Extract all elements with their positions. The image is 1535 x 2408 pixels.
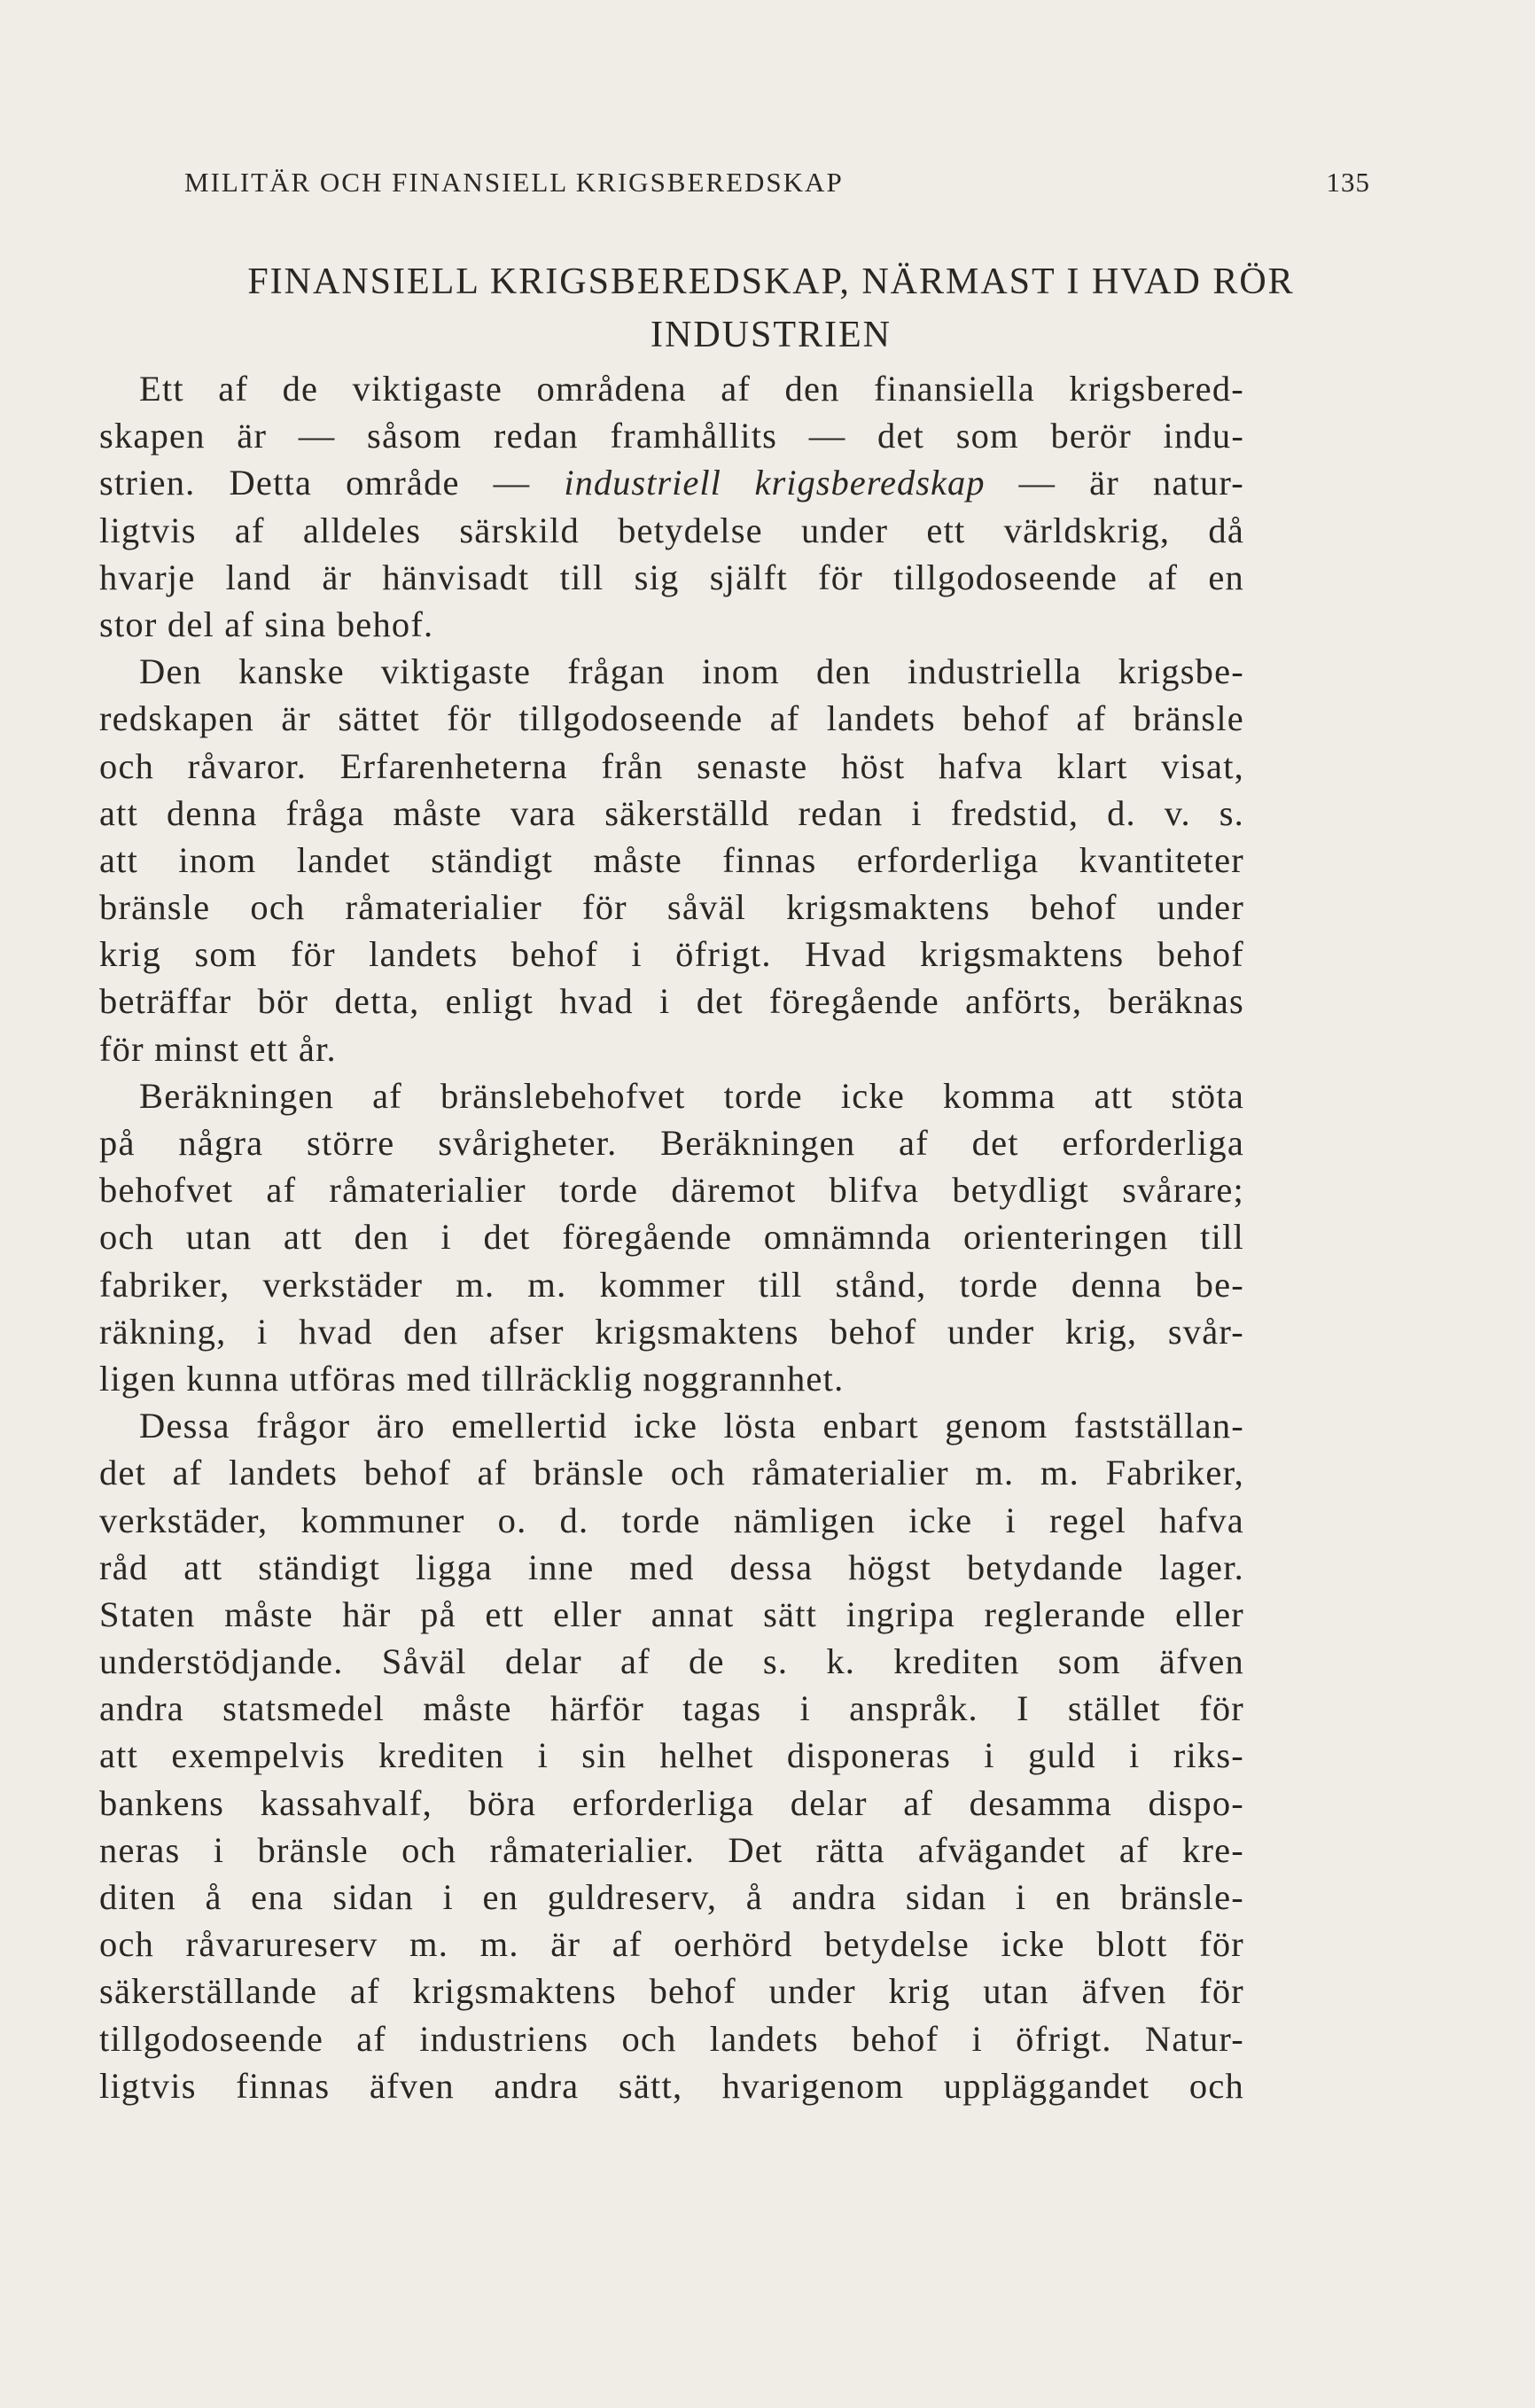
text-line: att exempelvis krediten i sin helhet disponeras i guld i riks- [99,1735,1244,1776]
text-line: diten å ena sidan i en guldreserv, å andra sidan i en bränsle- [99,1877,1244,1917]
italic-term: industriell krigsberedskap [564,463,986,503]
text-line: ligtvis af alldeles särskild betydelse under ett världskrig, då [99,510,1244,550]
text-run: — är natur- [985,463,1244,503]
text-line: tillgodoseende af industriens och landets behof i öfrigt. Natur- [99,2018,1244,2059]
text-line: Ett af de viktigaste områdena af den finansiella krigsbered- [139,369,1244,409]
text-line: verkstäder, kommuner o. d. torde nämligen icke i regel hafva [99,1500,1244,1540]
text-line: råd att ständigt ligga inne med dessa högst betydande lager. [99,1547,1244,1587]
text-line: fabriker, verkstäder m. m. kommer till stånd, torde denna be- [99,1264,1244,1305]
text-line: ligtvis finnas äfven andra sätt, hvarigenom uppläggandet och [99,2065,1244,2106]
text-line: Staten måste här på ett eller annat sätt ingripa reglerande eller [99,1594,1244,1634]
text-line: neras i bränsle och råmaterialier. Det rätta afvägandet af kre- [99,1829,1244,1870]
page-number: 135 [1326,167,1370,198]
text-run: strien. Detta område — [99,463,565,503]
text-line: för minst ett år. [99,1028,337,1069]
text-line: det af landets behof af bränsle och råmaterialier m. m. Fabriker, [99,1453,1244,1493]
text-line: andra statsmedel måste härför tagas i anspråk. I stället för [99,1688,1244,1729]
text-line: bankens kassahvalf, böra erforderliga delar af desamma dispo- [99,1782,1244,1823]
text-line: skapen är — såsom redan framhållits — det som berör indu- [99,416,1244,456]
text-line: understödjande. Såväl delar af de s. k. krediten som äfven [99,1641,1244,1682]
section-heading [89,255,1453,362]
text-line: på några större svårigheter. Beräkningen af det erforderliga [99,1123,1244,1163]
text-line: säkerställande af krigsmaktens behof under krig utan äfven för [99,1971,1244,2012]
text-line: Beräkningen af bränslebehofvet torde icke komma att stöta [139,1075,1244,1116]
section-heading-line: INDUSTRIEN [651,315,892,355]
text-line: och utan att den i det föregående omnämnda orienteringen till [99,1217,1244,1258]
text-line: Den kanske viktigaste frågan inom den industriella krigsbe- [139,651,1244,692]
text-line: hvarje land är hänvisadt till sig själft för tillgodoseende af en [99,557,1244,597]
text-line: beträffar bör detta, enligt hvad i det föregående anförts, beräknas [99,981,1244,1022]
text-line: krig som för landets behof i öfrigt. Hvad krigsmaktens behof [99,934,1244,975]
body-text [99,365,1244,2109]
text-line: behofvet af råmaterialier torde däremot blifva betydligt svårare; [99,1170,1244,1211]
text-line: att inom landet ständigt måste finnas erforderliga kvantiteter [99,839,1244,880]
text-line: redskapen är sättet för tillgodoseende af landets behof af bränsle [99,698,1244,739]
text-line: och råvarureserv m. m. är af oerhörd betydelse icke blott för [99,1924,1244,1965]
running-head-title: MILITÄR OCH FINANSIELL KRIGSBEREDSKAP [184,167,844,198]
text-line [99,459,1244,506]
text-line: stor del af sina behof. [99,604,434,644]
text-line: bränsle och råmaterialier för såväl krigsmaktens behof under [99,887,1244,928]
section-heading-line: FINANSIELL KRIGSBEREDSKAP, NÄRMAST I HVAD RÖR [247,261,1295,302]
text-line: räkning, i hvad den afser krigsmaktens behof under krig, svår- [99,1311,1244,1352]
text-line: och råvaror. Erfarenheterna från senaste höst hafva klart visat, [99,745,1244,786]
running-head [184,167,1370,211]
text-line: Dessa frågor äro emellertid icke lösta enbart genom fastställan- [139,1406,1244,1446]
text-line: ligen kunna utföras med tillräcklig noggrannhet. [99,1358,845,1399]
text-line: att denna fråga måste vara säkerställd redan i fredstid, d. v. s. [99,792,1244,833]
